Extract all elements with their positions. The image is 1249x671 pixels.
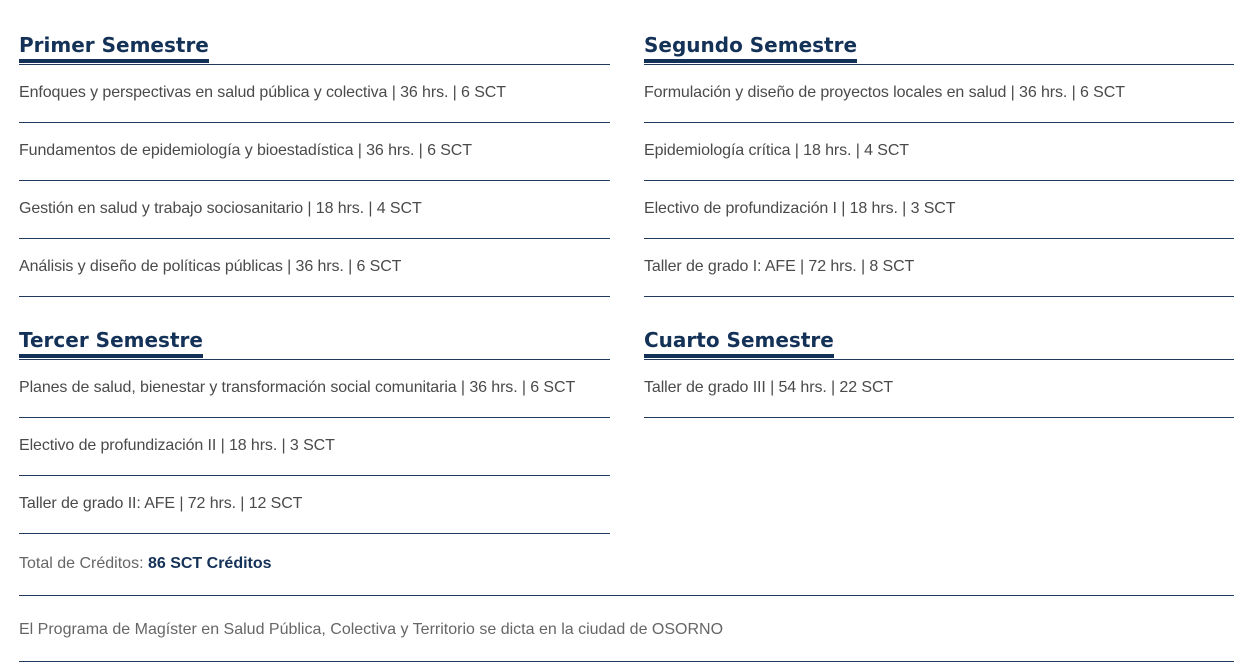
- total-credits-label: Total de Créditos:: [19, 555, 148, 572]
- semester-title: Cuarto Semestre: [644, 327, 834, 358]
- course-item: [644, 123, 1234, 181]
- course-label: Fundamentos de epidemiología y bioestadística | 36 hrs. | 6 SCT: [19, 141, 472, 159]
- course-label: Electivo de profundización II | 18 hrs. | 3 SCT: [19, 436, 335, 454]
- course-label: Electivo de profundización I | 18 hrs. | 3 SCT: [644, 199, 956, 217]
- course-label: Análisis y diseño de políticas públicas | 36 hrs. | 6 SCT: [19, 257, 402, 275]
- course-item: [644, 65, 1234, 123]
- semester-title: Primer Semestre: [19, 32, 209, 63]
- course-item: [19, 239, 610, 297]
- course-label: Formulación y diseño de proyectos locales en salud | 36 hrs. | 6 SCT: [644, 83, 1125, 101]
- course-label: Gestión en salud y trabajo sociosanitario | 18 hrs. | 4 SCT: [19, 199, 422, 217]
- semester-title: Segundo Semestre: [644, 32, 857, 63]
- semester-third: [19, 328, 610, 534]
- semester-heading: [19, 328, 610, 360]
- course-item: [19, 181, 610, 239]
- course-item: [644, 360, 1234, 418]
- course-item: [19, 418, 610, 476]
- course-label: Taller de grado II: AFE | 72 hrs. | 12 SCT: [19, 494, 303, 512]
- course-label: Epidemiología crítica | 18 hrs. | 4 SCT: [644, 141, 909, 159]
- course-list: [644, 65, 1234, 297]
- course-item: [19, 123, 610, 181]
- course-item: [19, 65, 610, 123]
- footer-divider-bottom: [19, 661, 1234, 662]
- footer-divider-top: [19, 595, 1234, 596]
- total-credits: [19, 555, 272, 573]
- course-item: [19, 476, 610, 534]
- semester-heading: [19, 33, 610, 65]
- course-list: [644, 360, 1234, 418]
- semester-heading: [644, 33, 1234, 65]
- course-list: [19, 65, 610, 297]
- program-location-note: El Programa de Magíster en Salud Pública, Colectiva y Territorio se dicta en la ciudad de OSORNO: [19, 621, 724, 638]
- semester-first: [19, 33, 610, 297]
- semester-fourth: [644, 328, 1234, 418]
- semester-heading: [644, 328, 1234, 360]
- course-label: Taller de grado I: AFE | 72 hrs. | 8 SCT: [644, 257, 915, 275]
- course-label: Planes de salud, bienestar y transformación social comunitaria | 36 hrs. | 6 SCT: [19, 378, 576, 396]
- semester-title: Tercer Semestre: [19, 327, 203, 358]
- total-credits-value: 86 SCT Créditos: [147, 555, 272, 572]
- course-item: [644, 239, 1234, 297]
- course-item: [19, 360, 610, 418]
- course-label: Taller de grado III | 54 hrs. | 22 SCT: [644, 378, 894, 396]
- course-item: [644, 181, 1234, 239]
- course-list: [19, 360, 610, 534]
- course-label: Enfoques y perspectivas en salud pública y colectiva | 36 hrs. | 6 SCT: [19, 83, 506, 101]
- semester-second: [644, 33, 1234, 297]
